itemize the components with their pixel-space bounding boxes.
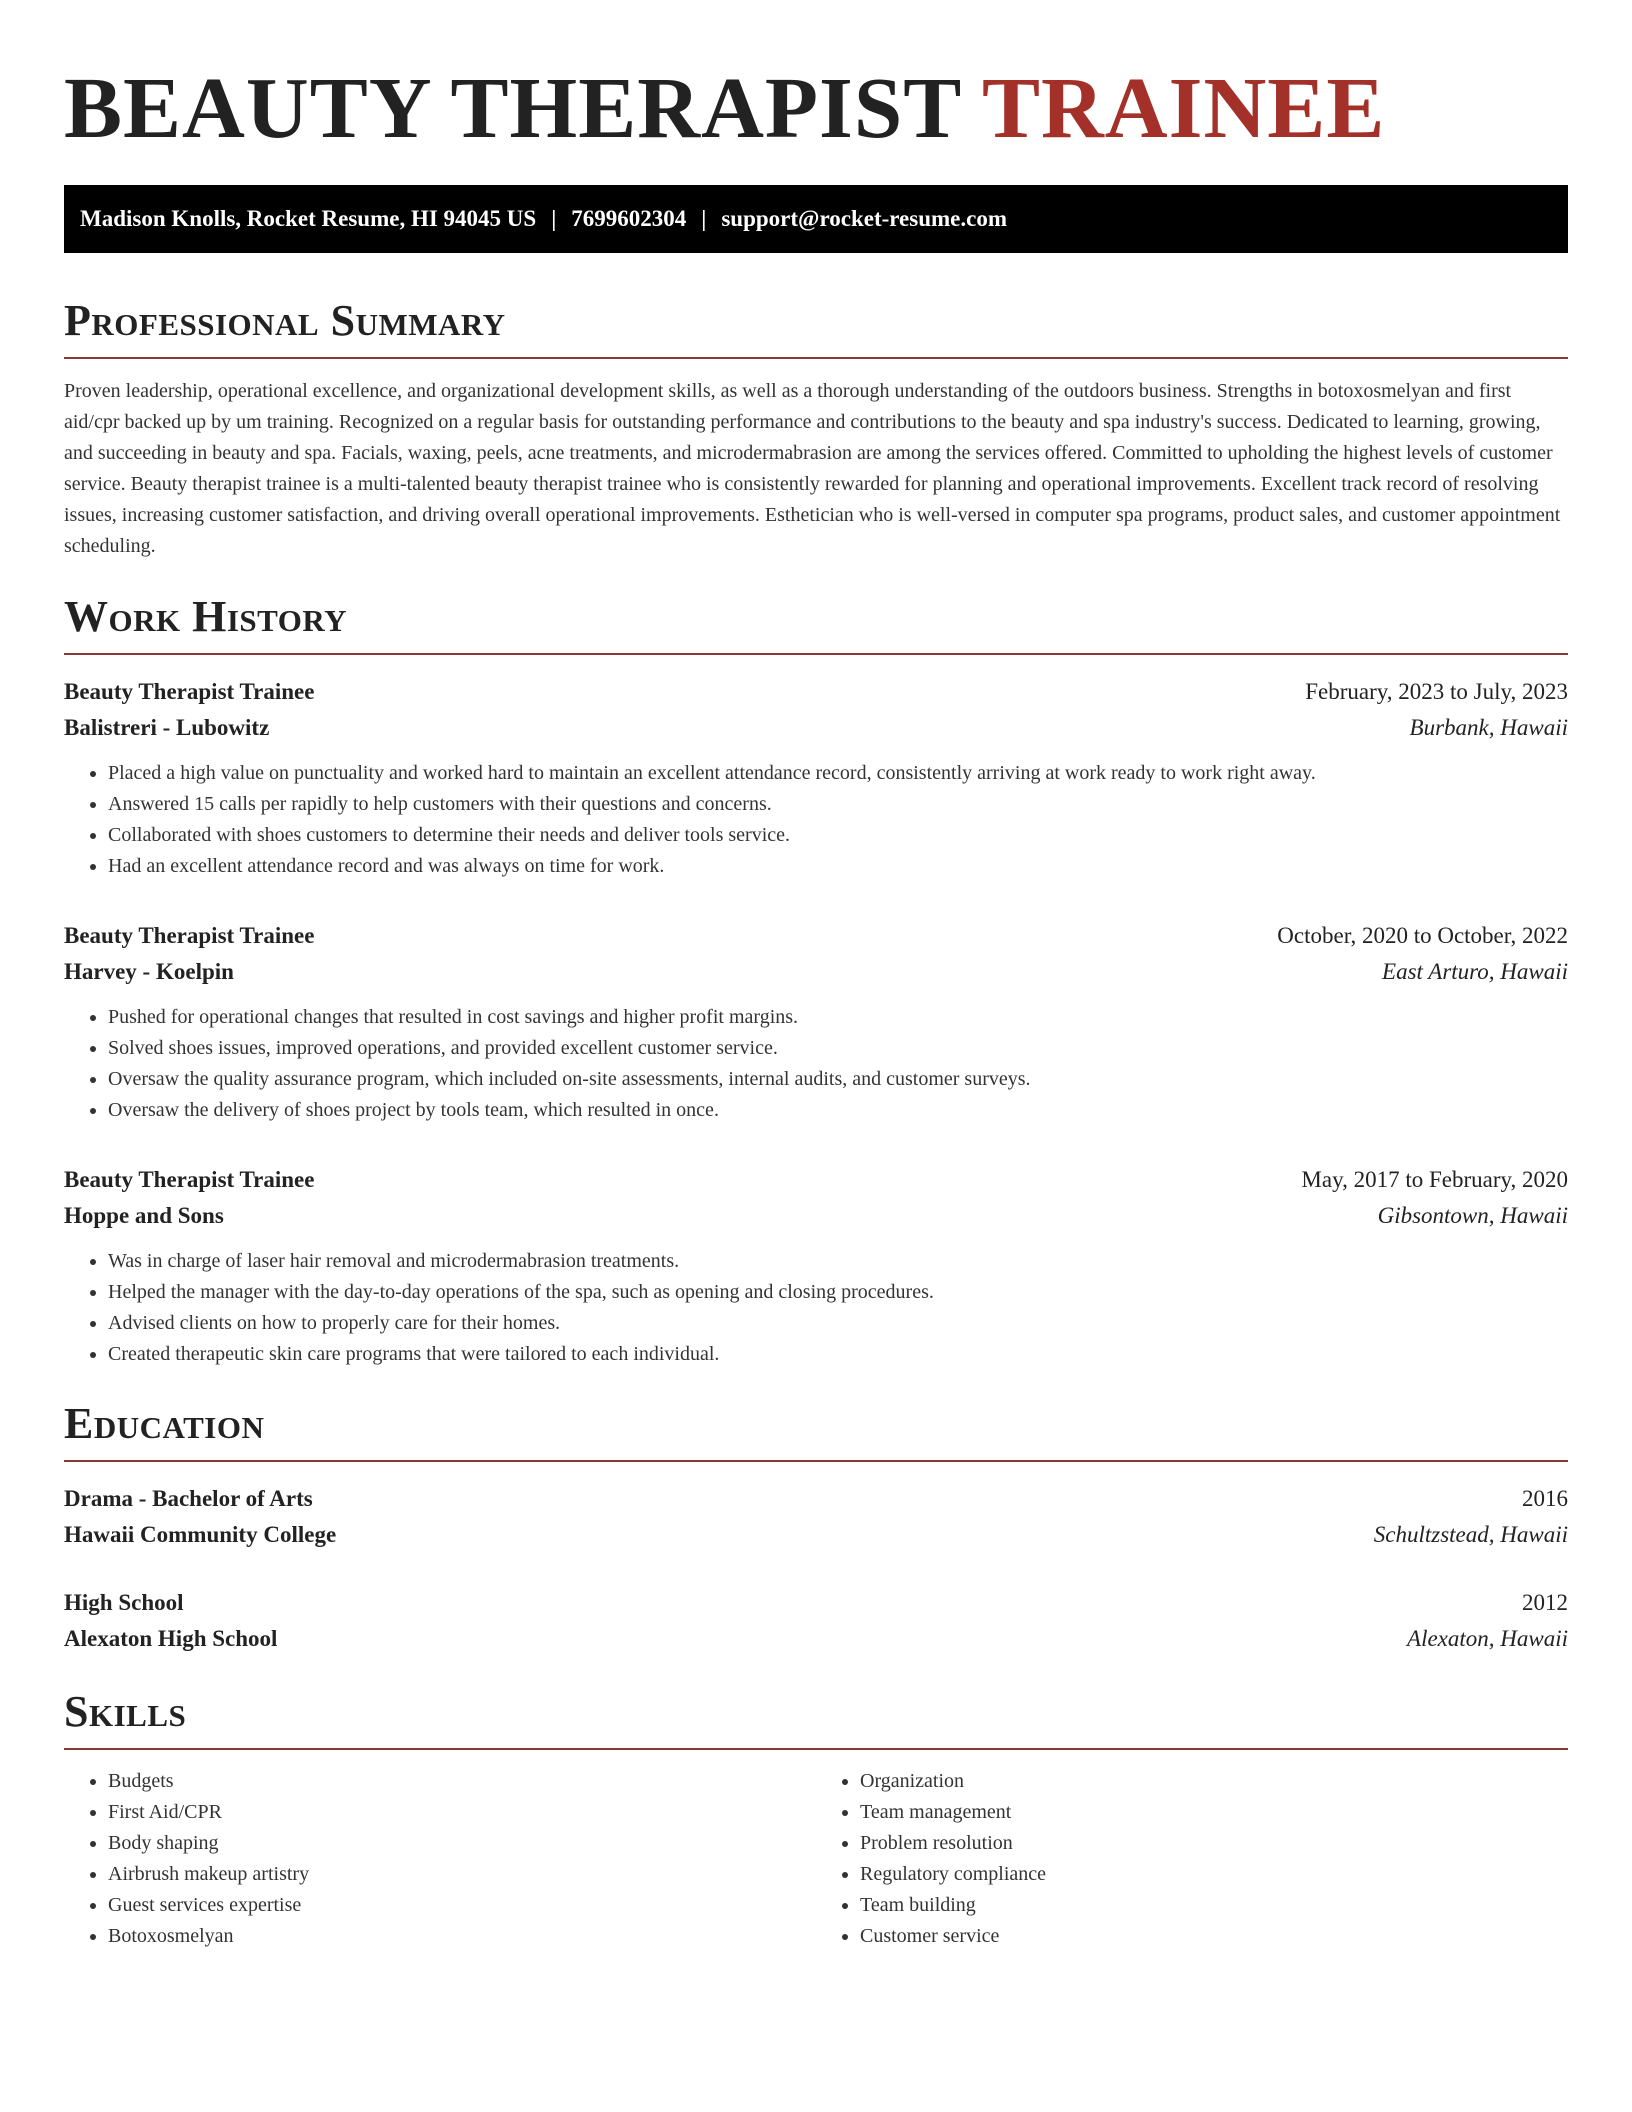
education-section bbox=[64, 1399, 1568, 1657]
education-degree-row bbox=[64, 1585, 1568, 1621]
skills-column-right bbox=[816, 1766, 1568, 1952]
education-school: Hawaii Community College bbox=[64, 1522, 337, 1547]
contact-separator: | bbox=[701, 206, 707, 231]
job-duty: • Oversaw the delivery of shoes project by tools team, which resulted in once. bbox=[108, 1095, 1568, 1126]
skills-column-left bbox=[64, 1766, 816, 1952]
job-company: Hoppe and Sons bbox=[64, 1203, 224, 1228]
skill-item: • Budgets bbox=[108, 1766, 816, 1797]
education-location: Schultzstead, Hawaii bbox=[1373, 1522, 1568, 1547]
job-duty: • Collaborated with shoes customers to determine their needs and deliver tools service. bbox=[108, 820, 1568, 851]
job-dates: February, 2023 to July, 2023 bbox=[1305, 679, 1568, 704]
education-degree-row bbox=[64, 1481, 1568, 1517]
job-company: Harvey - Koelpin bbox=[64, 959, 234, 984]
job-duty: • Placed a high value on punctuality and worked hard to maintain an excellent attendance record, consistently arriving at work ready to work right away. bbox=[108, 758, 1568, 789]
job-duties bbox=[64, 758, 1568, 882]
job-role: Beauty Therapist Trainee bbox=[64, 923, 315, 948]
education-school-row bbox=[64, 1517, 1568, 1553]
job-duties bbox=[64, 1246, 1568, 1370]
job-duty: • Advised clients on how to properly care for their homes. bbox=[108, 1308, 1568, 1339]
job-duty: • Oversaw the quality assurance program, which included on-site assessments, internal audits, and customer surveys. bbox=[108, 1064, 1568, 1095]
job-duty: • Helped the manager with the day-to-day operations of the spa, such as opening and closing procedures. bbox=[108, 1277, 1568, 1308]
skill-item: • Customer service bbox=[860, 1921, 1568, 1952]
job-role: Beauty Therapist Trainee bbox=[64, 1167, 315, 1192]
skill-item: • Body shaping bbox=[108, 1828, 816, 1859]
job-location: Burbank, Hawaii bbox=[1409, 715, 1568, 740]
skill-item: • Regulatory compliance bbox=[860, 1859, 1568, 1890]
job-role: Beauty Therapist Trainee bbox=[64, 679, 315, 704]
resume-title bbox=[64, 59, 1568, 156]
job-entry bbox=[64, 674, 1568, 882]
education-location: Alexaton, Hawaii bbox=[1407, 1626, 1568, 1651]
job-company-row bbox=[64, 954, 1568, 990]
skill-item: • Guest services expertise bbox=[108, 1890, 816, 1921]
job-duty: • Solved shoes issues, improved operations, and provided excellent customer service. bbox=[108, 1033, 1568, 1064]
skills-grid bbox=[64, 1766, 1568, 1952]
work-history-heading: Work History bbox=[64, 595, 1568, 655]
job-duty: • Was in charge of laser hair removal and microdermabrasion treatments. bbox=[108, 1246, 1568, 1277]
skill-item: • Organization bbox=[860, 1766, 1568, 1797]
job-dates: May, 2017 to February, 2020 bbox=[1301, 1167, 1568, 1192]
job-company-row bbox=[64, 1198, 1568, 1234]
education-school: Alexaton High School bbox=[64, 1626, 278, 1651]
contact-separator: | bbox=[551, 206, 557, 231]
education-year: 2012 bbox=[1522, 1590, 1568, 1615]
education-entry bbox=[64, 1481, 1568, 1553]
education-heading: Education bbox=[64, 1402, 1568, 1462]
education-school-row bbox=[64, 1621, 1568, 1657]
skill-item: • Botoxosmelyan bbox=[108, 1921, 816, 1952]
education-degree: High School bbox=[64, 1590, 184, 1615]
skill-item: • Problem resolution bbox=[860, 1828, 1568, 1859]
education-year: 2016 bbox=[1522, 1486, 1568, 1511]
job-duty: • Had an excellent attendance record and was always on time for work. bbox=[108, 851, 1568, 882]
job-duty: • Pushed for operational changes that resulted in cost savings and higher profit margins. bbox=[108, 1002, 1568, 1033]
job-header-row bbox=[64, 674, 1568, 710]
job-duty: • Created therapeutic skin care programs that were tailored to each individual. bbox=[108, 1339, 1568, 1370]
job-entry bbox=[64, 1162, 1568, 1370]
skill-item: • Team management bbox=[860, 1797, 1568, 1828]
job-location: East Arturo, Hawaii bbox=[1382, 959, 1568, 984]
work-history-section bbox=[64, 592, 1568, 1370]
title-accent: TRAINEE bbox=[981, 59, 1386, 156]
contact-phone: 7699602304 bbox=[571, 206, 687, 231]
skill-item: • Team building bbox=[860, 1890, 1568, 1921]
job-header-row bbox=[64, 918, 1568, 954]
job-entry bbox=[64, 918, 1568, 1126]
education-entry bbox=[64, 1585, 1568, 1657]
skills-section bbox=[64, 1687, 1568, 1952]
education-degree: Drama - Bachelor of Arts bbox=[64, 1486, 313, 1511]
summary-heading: Professional Summary bbox=[64, 299, 1568, 359]
job-company: Balistreri - Lubowitz bbox=[64, 715, 270, 740]
job-header-row bbox=[64, 1162, 1568, 1198]
contact-bar bbox=[64, 185, 1568, 253]
contact-email: support@rocket-resume.com bbox=[721, 206, 1007, 231]
summary-section bbox=[64, 296, 1568, 562]
summary-text: Proven leadership, operational excellence, and organizational development skills, as well as a thorough understanding of the outdoors business. Strengths in botoxosmelyan and first aid/cpr backed up by um training. Recognized on a regular basis for outstanding performance and contributions to the beauty and spa industry's success. Dedicated to learning, growing, and succeeding in beauty and spa. Facials, waxing, peels, acne treatments, and microdermabrasion are among the services offered. Committed to upholding the highest levels of customer service. Beauty therapist trainee is a multi-talented beauty therapist trainee who is consistently rewarded for planning and operational improvements. Excellent track record of resolving issues, increasing customer satisfaction, and driving overall operational improvements. Esthetician who is well-versed in computer spa programs, product sales, and customer appointment scheduling. bbox=[64, 380, 1561, 557]
job-duty: • Answered 15 calls per rapidly to help customers with their questions and concerns. bbox=[108, 789, 1568, 820]
skill-item: • Airbrush makeup artistry bbox=[108, 1859, 816, 1890]
job-duties bbox=[64, 1002, 1568, 1126]
skills-heading: Skills bbox=[64, 1690, 1568, 1750]
job-location: Gibsontown, Hawaii bbox=[1377, 1203, 1568, 1228]
title-primary: BEAUTY THERAPIST bbox=[64, 59, 961, 156]
job-dates: October, 2020 to October, 2022 bbox=[1277, 923, 1568, 948]
skill-item: • First Aid/CPR bbox=[108, 1797, 816, 1828]
contact-address: Madison Knolls, Rocket Resume, HI 94045 US bbox=[80, 206, 537, 231]
job-company-row bbox=[64, 710, 1568, 746]
